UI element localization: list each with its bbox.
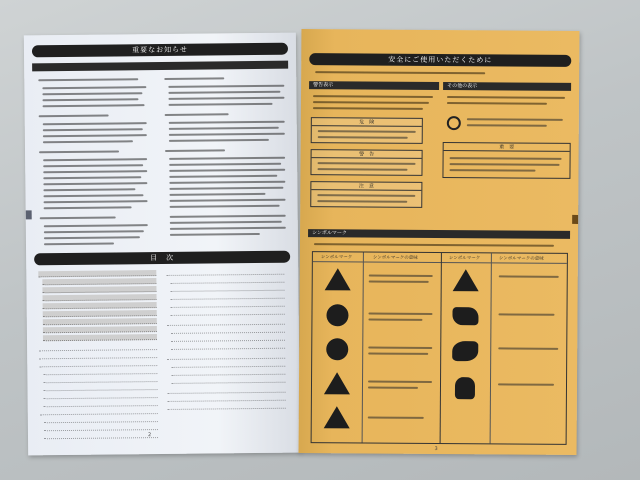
safety-heading: 安全にご使用いただくために	[309, 53, 571, 67]
fire-warning-icon	[324, 406, 350, 428]
important-note-box	[442, 142, 570, 179]
attention-warning-box: 注 意	[310, 181, 422, 208]
prohibition-icon	[447, 116, 461, 130]
protective-gear-icon	[326, 304, 348, 326]
other-display-description	[301, 29, 579, 31]
left-page-index-tab	[26, 210, 32, 219]
notice-right-column	[24, 33, 296, 36]
important-notice-heading: 重要なお知らせ	[32, 43, 288, 58]
read-manual-warning-icon	[325, 268, 351, 290]
left-manual-page	[24, 33, 300, 456]
right-manual-page	[299, 29, 580, 455]
ventilation-warning-icon	[324, 372, 350, 394]
toc-left-column	[24, 33, 296, 36]
warning-display-section-bar: 警告表示	[309, 81, 439, 90]
symbol-mark-table	[311, 251, 568, 445]
entanglement-hazard-icon	[452, 341, 478, 361]
caution-warning-box: 警 告	[310, 149, 422, 176]
danger-warning-box: 危 険	[311, 117, 423, 144]
electric-shock-icon	[453, 269, 479, 291]
important-label: 重 要	[444, 143, 570, 152]
warning-display-description	[301, 29, 579, 31]
symbol-mark-section-bar: シンボルマーク	[308, 229, 570, 239]
pinch-hazard-icon	[452, 307, 478, 325]
left-page-number: 2	[147, 432, 152, 439]
symbol-table-header: シンボルマーク シンボルマークの意味 シンボルマーク シンボルマークの意味	[313, 252, 567, 264]
right-page-index-tab	[572, 215, 578, 224]
notice-intro-bar	[32, 61, 288, 72]
other-display-section-bar: その他の表示	[443, 82, 571, 91]
prohibition-symbol-row	[301, 29, 579, 31]
breathing-mask-icon	[326, 338, 348, 360]
right-page-number: 3	[434, 445, 438, 452]
contents-heading: 目 次	[34, 251, 290, 266]
toc-right-column	[24, 33, 296, 36]
toxic-hazard-icon	[455, 377, 475, 399]
notice-left-column	[24, 33, 296, 36]
